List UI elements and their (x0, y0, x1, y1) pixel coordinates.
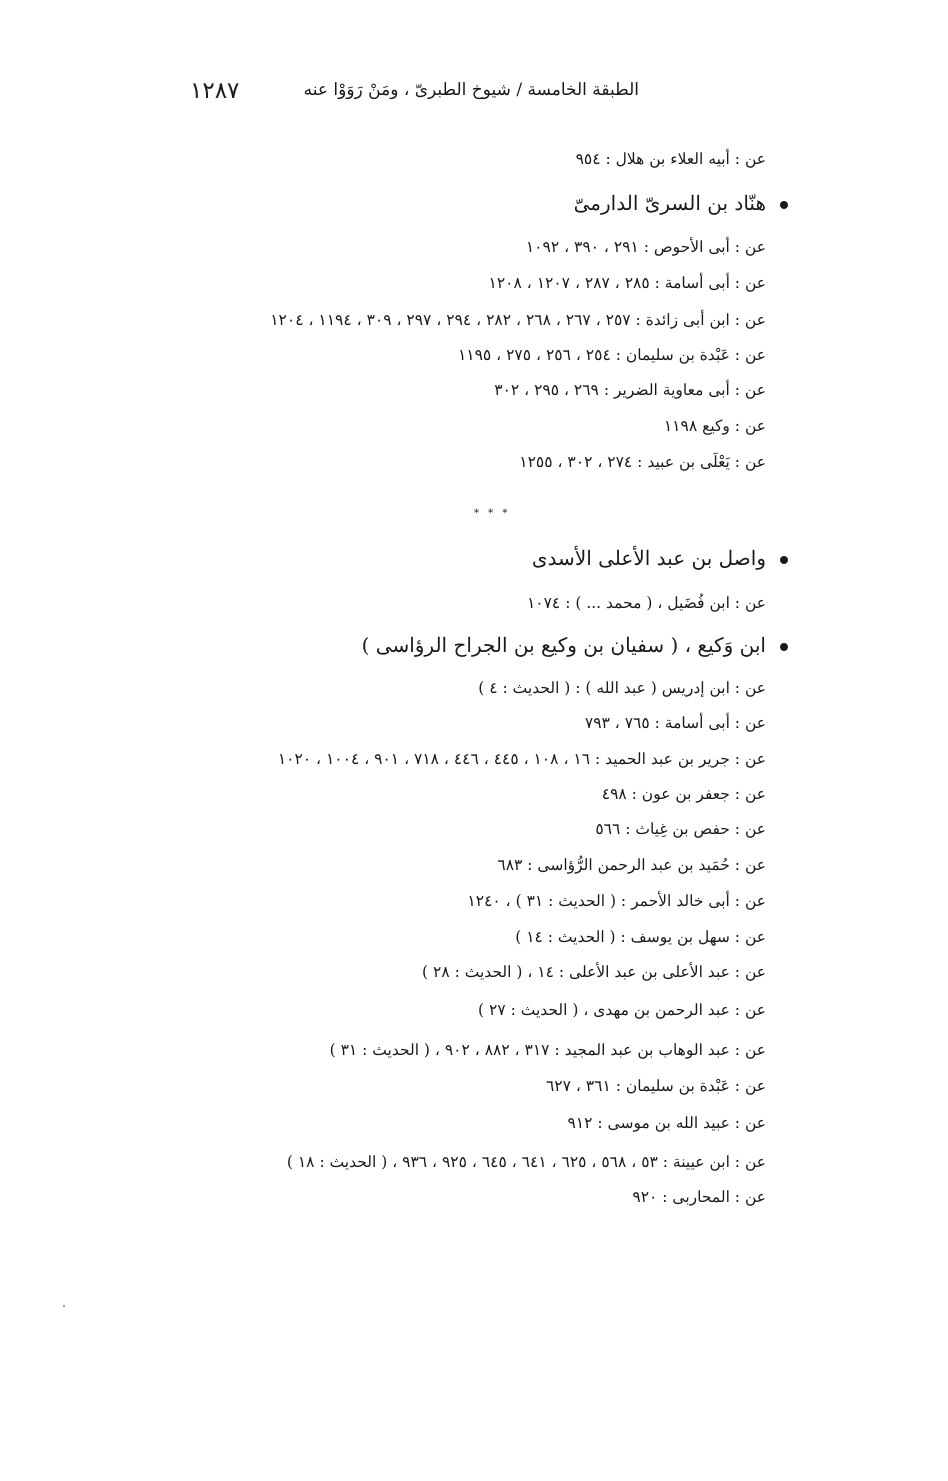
running-head: الطبقة الخامسة / شيوخ الطبرىّ ، ومَنْ رَوَوْا عنه (303, 80, 639, 100)
section-separator: * * * (474, 508, 511, 519)
entry-line: عن : عبد الأعلى بن عبد الأعلى : ١٤ ، ( الحديث : ٢٨ ) (422, 963, 766, 981)
entry-line: عن : حفص بن غِياث : ٥٦٦ (595, 820, 766, 838)
entry-line: عن : جعفر بن عون : ٤٩٨ (601, 785, 766, 803)
heading-text: ابن وَكيع ، ( سفيان بن وكيع بن الجراح الرؤاسى ) (361, 633, 766, 657)
section-heading-ibn-waki (362, 635, 788, 655)
section-heading-wasil (532, 548, 788, 568)
entry-line: عن : ابن أبى زائدة : ٢٥٧ ، ٢٦٧ ، ٢٦٨ ، ٢٨٢ ، ٢٩٤ ، ٢٩٧ ، ٣٠٩ ، ١١٩٤ ، ١٢٠٤ (270, 311, 766, 329)
entry-line: عن : أبى الأحوص : ٢٩١ ، ٣٩٠ ، ١٠٩٢ (525, 238, 766, 256)
entry-line: عن : ابن عيينة : ٥٣ ، ٥٦٨ ، ٦٢٥ ، ٦٤١ ، ٦٤٥ ، ٩٢٥ ، ٩٣٦ ، ( الحديث : ١٨ ) (286, 1153, 766, 1171)
section-heading-hannad (574, 193, 788, 213)
scan-speck (63, 1305, 65, 1307)
entry-line: عن : سهل بن يوسف : ( الحديث : ١٤ ) (515, 928, 766, 946)
entry-line: عن : أبيه العلاء بن هلال : ٩٥٤ (575, 150, 766, 168)
heading-text: هنّاد بن السرىّ الدارمىّ (573, 191, 766, 215)
entry-line: عن : المحاربى : ٩٢٠ (632, 1188, 766, 1206)
entry-line: عن : جرير بن عبد الحميد : ١٦ ، ١٠٨ ، ٤٤٥ ، ٤٤٦ ، ٧١٨ ، ٩٠١ ، ١٠٠٤ ، ١٠٢٠ (277, 750, 766, 768)
page-number: ١٢٨٧ (190, 78, 240, 104)
entry-line: عن : عبيد الله بن موسى : ٩١٢ (567, 1114, 766, 1132)
entry-line: عن : حُمَيد بن عبد الرحمن الرُّؤاسى : ٦٨٣ (497, 856, 766, 874)
entry-line: عن : وكيع ١١٩٨ (663, 417, 766, 435)
bullet-icon (780, 201, 788, 209)
entry-line: عن : أبى أسامة : ٢٨٥ ، ٢٨٧ ، ١٢٠٧ ، ١٢٠٨ (488, 274, 766, 292)
entry-line: عن : يَعْلَى بن عبيد : ٢٧٤ ، ٣٠٢ ، ١٢٥٥ (519, 453, 766, 471)
entry-line: عن : أبى أسامة : ٧٦٥ ، ٧٩٣ (584, 714, 766, 732)
entry-line: عن : عبد الوهاب بن عبد المجيد : ٣١٧ ، ٨٨٢ ، ٩٠٢ ، ( الحديث : ٣١ ) (329, 1041, 766, 1059)
entry-line: عن : ابن فُضَيل ، ( محمد ... ) : ١٠٧٤ (526, 594, 766, 612)
entry-line: عن : عبد الرحمن بن مهدى ، ( الحديث : ٢٧ ) (478, 1001, 766, 1019)
entry-line: عن : أبى معاوية الضرير : ٢٦٩ ، ٢٩٥ ، ٣٠٢ (494, 381, 766, 399)
bullet-icon (780, 643, 788, 651)
entry-line: عن : ابن إدريس ( عبد الله ) : ( الحديث : ٤ ) (478, 679, 766, 697)
entry-line: عن : عَبْدة بن سليمان : ٣٦١ ، ٦٢٧ (545, 1077, 766, 1095)
entry-line: عن : أبى خالد الأحمر : ( الحديث : ٣١ ) ، ١٢٤٠ (467, 892, 766, 910)
heading-text: واصل بن عبد الأعلى الأسدى (531, 546, 766, 570)
entry-line: عن : عَبْدة بن سليمان : ٢٥٤ ، ٢٥٦ ، ٢٧٥ ، ١١٩٥ (457, 346, 766, 364)
bullet-icon (780, 556, 788, 564)
